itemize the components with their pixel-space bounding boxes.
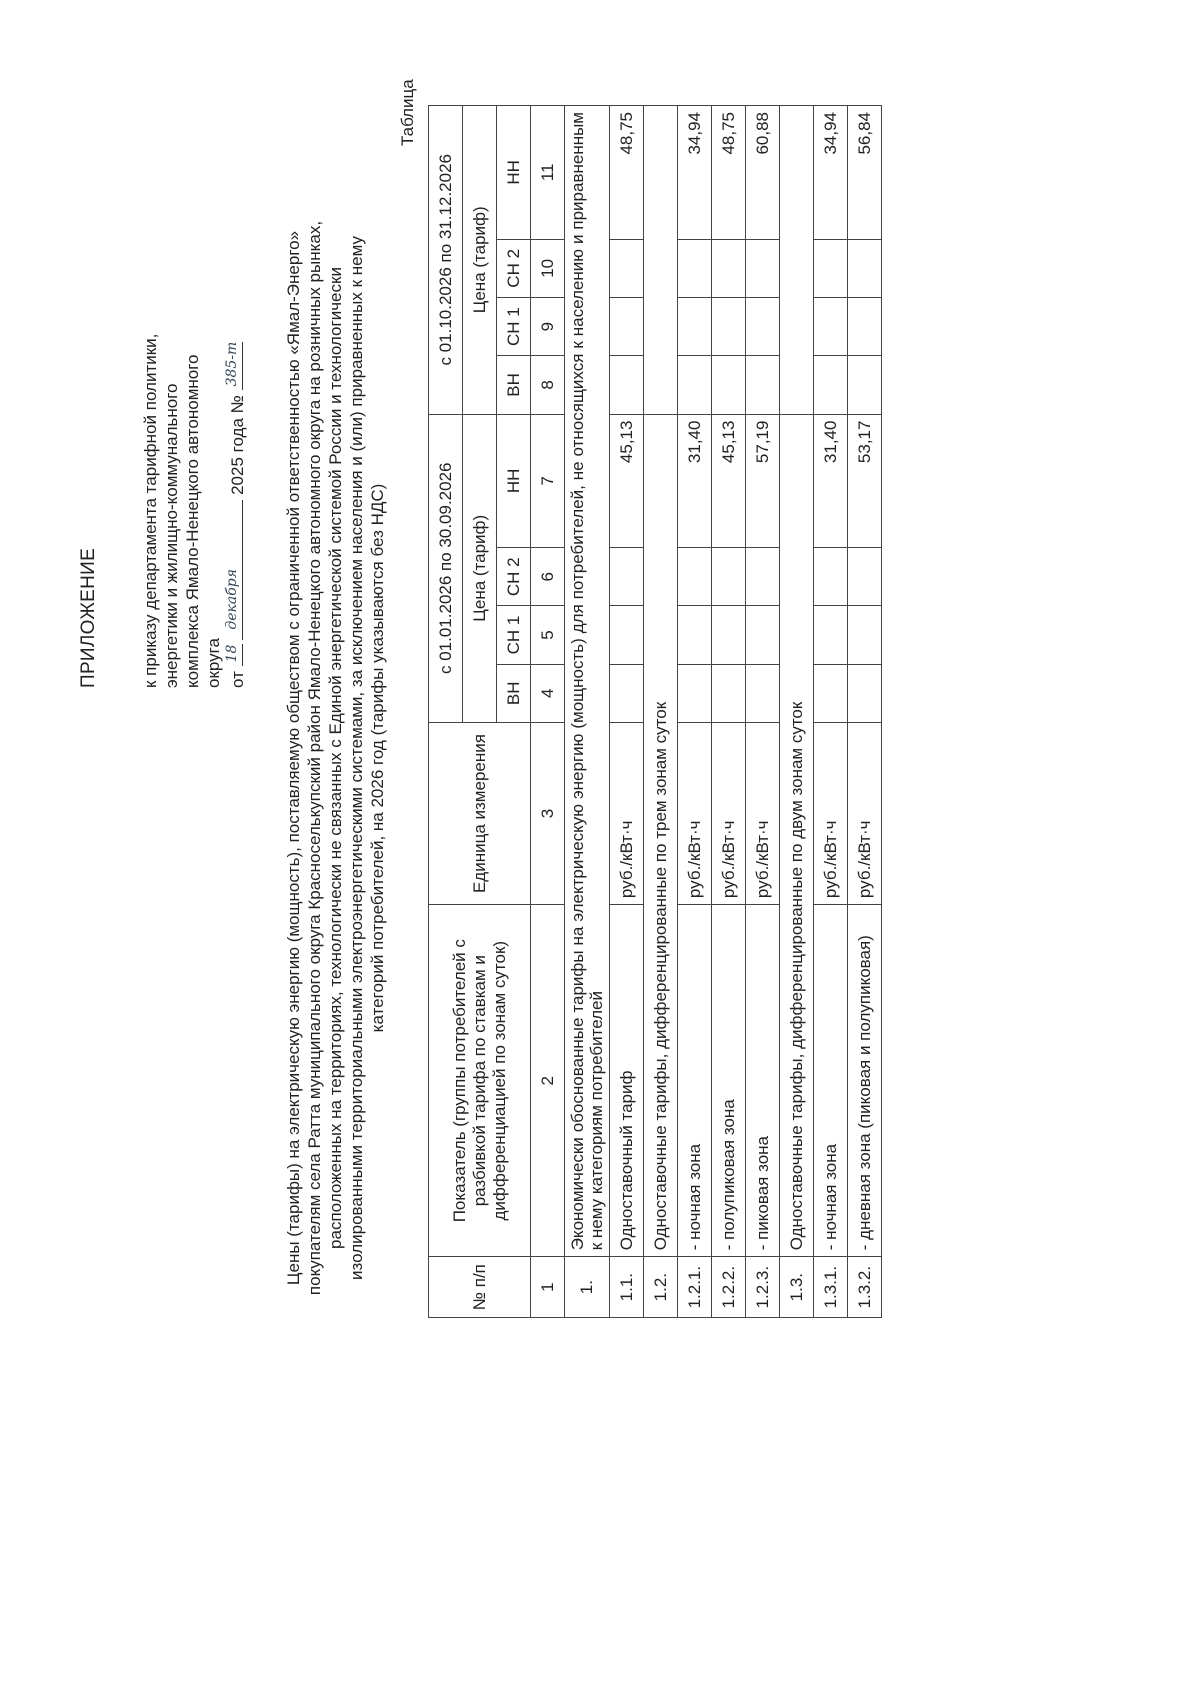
tariff-value: 56,84 [848,106,882,240]
header-level: СН 1 [497,297,531,355]
col-number: 3 [531,722,565,904]
tariff-value: 60,88 [746,106,780,240]
table-label: Таблица [398,79,417,146]
header-level: НН [497,414,531,548]
date-suffix: 2025 года № [228,395,247,495]
row-unit: руб./кВт·ч [814,722,848,904]
group-title: Одноставочные тарифы, дифференцированные по трем зонам суток [644,414,678,1257]
header-num: № п/п [429,1257,531,1318]
row-name: Одноставочный тариф [610,905,644,1257]
header-level: ВН [497,664,531,722]
row-unit: руб./кВт·ч [712,722,746,904]
row-name: - ночная зона [814,905,848,1257]
table-row [678,106,712,1318]
tariff-value: 31,40 [814,414,848,548]
annex-line: энергетики и жилищно-коммунального [162,383,181,688]
header-level: СН 1 [497,606,531,664]
date-day-handwritten: 18 [224,644,240,663]
row-num: 1.3.1. [814,1257,848,1318]
header-period-1: с 01.01.2026 по 30.09.2026 [429,414,463,722]
section-row [565,106,610,1318]
order-date-line [224,268,248,688]
order-number-field [224,342,243,390]
table-row [746,106,780,1318]
header-indicator: Показатель (группы потребителей с разбивкой тарифа по ставкам и дифференциацией по зонам суток) [429,905,531,1257]
tariff-value: 45,13 [712,414,746,548]
row-num: 1.3.2. [848,1257,882,1318]
tariff-table [428,105,882,1318]
tariff-value: 53,17 [848,414,882,548]
order-number-handwritten: 385-т [224,341,240,387]
annex-line: к приказу департамента тарифной политики, [141,333,160,688]
group-row [780,106,814,1318]
row-num: 1. [565,1257,610,1318]
row-num: 1.1. [610,1257,644,1318]
header-level: ВН [497,356,531,414]
col-number: 5 [531,606,565,664]
document-heading: Цены (тарифы) на электрическую энергию (мощность), поставляемую обществом с ограниченной ответственностью «Ямал-Энерго» покупателям села Ратта муниципального округа Красноселькупский район Ямало-Ненецкого автономного округа на розничных рынках, расположенных на территориях, технологически не связанных с Единой энергетической системой России и технологически изолированными территориальными электроэнергетическими системами, за исключением населения и (или) приравненных к нему категорий потребителей, на 2026 год (тарифы указываются без НДС) [284,220,387,1296]
col-number: 6 [531,548,565,606]
row-num: 1.2.3. [746,1257,780,1318]
header-level: СН 2 [497,548,531,606]
annex-block [140,268,248,688]
table-row [712,106,746,1318]
tariff-value: 57,19 [746,414,780,548]
header-level: НН [497,106,531,240]
date-month-handwritten: декабря [224,569,240,630]
col-number: 4 [531,664,565,722]
row-unit: руб./кВт·ч [848,722,882,904]
row-name: - дневная зона (пиковая и полупиковая) [848,905,882,1257]
date-prefix: от [228,671,247,688]
row-unit: руб./кВт·ч [746,722,780,904]
column-number-row [531,106,565,1318]
row-unit: руб./кВт·ч [610,722,644,904]
date-month-field [224,500,243,640]
tariff-value: 48,75 [712,106,746,240]
row-num: 1.2. [644,1257,678,1318]
table-header-row [429,106,463,1318]
annex-line: комплекса Ямало-Ненецкого автономного [183,354,202,688]
header-price-1: Цена (тариф) [463,414,497,722]
header-level: СН 2 [497,239,531,297]
section-title: Экономически обоснованные тарифы на электрическую энергию (мощность) для потребителей, не относящихся к населению и приравненным к нему категориям потребителей [565,106,610,1257]
tariff-value: 31,40 [678,414,712,548]
header-period-2: с 01.10.2026 по 31.12.2026 [429,106,463,415]
row-num: 1.2.1. [678,1257,712,1318]
group-row [644,106,678,1318]
row-name: - ночная зона [678,905,712,1257]
row-name: - полупиковая зона [712,905,746,1257]
row-unit: руб./кВт·ч [678,722,712,904]
col-number: 8 [531,356,565,414]
annex-line: округа [204,638,223,688]
row-name: - пиковая зона [746,905,780,1257]
col-number: 2 [531,905,565,1257]
row-num: 1.2.2. [712,1257,746,1318]
annex-title: ПРИЛОЖЕНИЕ [78,547,99,688]
tariff-value: 34,94 [814,106,848,240]
date-day-field [224,644,243,666]
col-number: 10 [531,239,565,297]
table-row [610,106,644,1318]
group-title: Одноставочные тарифы, дифференцированные по двум зонам суток [780,414,814,1257]
col-number: 7 [531,414,565,548]
tariff-value: 34,94 [678,106,712,240]
col-number: 9 [531,297,565,355]
col-number: 1 [531,1257,565,1318]
table-row [814,106,848,1318]
col-number: 11 [531,106,565,240]
tariff-value: 45,13 [610,414,644,548]
header-unit: Единица измерения [429,722,531,904]
row-num: 1.3. [780,1257,814,1318]
table-row [848,106,882,1318]
tariff-value: 48,75 [610,106,644,240]
header-price-2: Цена (тариф) [463,106,497,415]
